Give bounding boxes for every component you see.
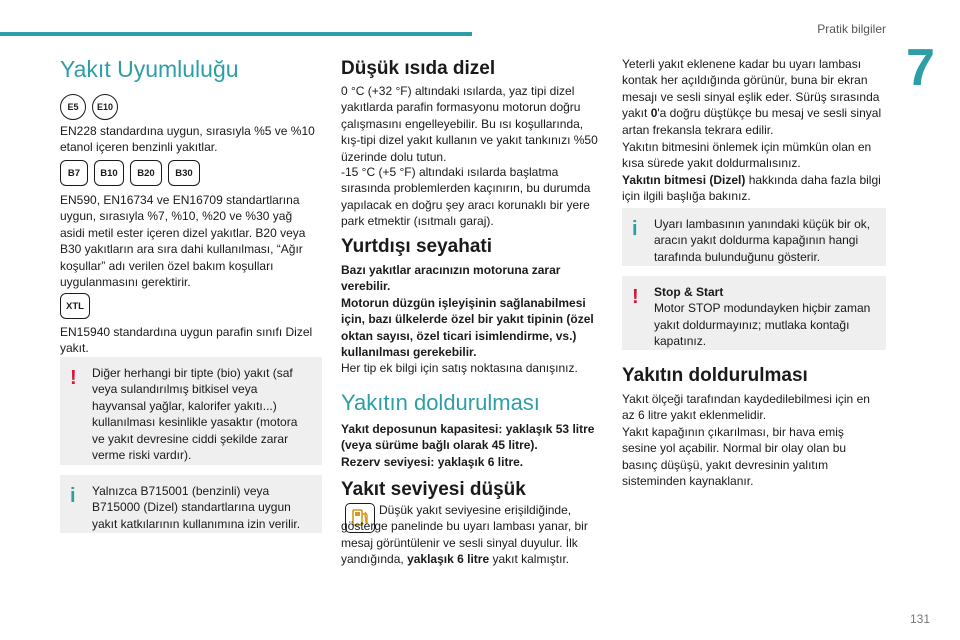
header-bar — [0, 32, 472, 36]
text-abroad-1: Bazı yakıtlar aracınızın motoruna zarar verebilir. — [341, 263, 561, 294]
info-note-additives — [60, 475, 322, 533]
warning-icon: ! — [632, 286, 639, 308]
text-low-temp-1: 0 °C (+32 °F) altındaki ısılarda, yaz tipi dizel yakıtlarda parafin formasyonu motorun doğru çalışmasını engelleyebilir. Bu ısı koşullarında, kış-tipi dizel yakıt kullanın ve yakıt tankınızı %50 üzerinde dolu tutun. — [341, 84, 598, 164]
badge-b7-icon: B7 — [60, 160, 88, 186]
warning-note-stop-start — [622, 276, 886, 350]
heading-low-fuel: Yakıt seviyesi düşük — [341, 479, 526, 500]
warning-text: Motor STOP modundayken hiçbir zaman yakıt doldurmayınız; mutlaka kontağı kapatınız. — [654, 301, 871, 349]
page-number: 131 — [909, 612, 930, 626]
warning-icon: ! — [70, 367, 77, 389]
heading-abroad: Yurtdışı seyahati — [341, 236, 493, 257]
text-cap-removal: Yakıt kapağının çıkarılması, bir hava emiş sesine yol açabilir. Normal bir olay olan bu basınç düşüşü, yakıt devresinin yalıtım sisteminden kaynaklanır. — [622, 425, 847, 489]
title-fuel-compatibility: Yakıt Uyumluluğu — [60, 56, 239, 82]
warning-note-bio — [60, 357, 322, 465]
text-tank-capacity: Yakıt deposunun kapasitesi: yaklaşık 53 litre (veya sürüme bağlı olarak 45 litre). — [341, 422, 595, 453]
text-diesel: EN590, EN16734 ve EN16709 standartlarına uygun, sırasıyla %7, %10, %20 ve %30 yağ asidi metil ester içeren dizel yakıtlar. B20 veya B30 yakıtların ara sıra dahi kullanılması, “Ağır koşullar” adı verilen özel bakım koşulları uygulanmasını gerektirir. — [60, 193, 306, 290]
info-note-arrow — [622, 208, 886, 266]
text-petrol: EN228 standardına uygun, sırasıyla %5 ve %10 etanol içeren benzinli yakıtlar. — [60, 124, 315, 155]
text-reserve: Rezerv seviyesi: yaklaşık 6 litre. — [341, 455, 524, 469]
heading-low-temp-diesel: Düşük ısıda dizel — [341, 58, 496, 79]
text-low-fuel: Düşük yakıt seviyesine erişildiğinde, gösterge panelinde bu uyarı lambası yanar, bir mesaj görüntülenir ve sesli sinyal duyulur. İlk yandığında, yaklaşık 6 litre yakıt kalmıştır. — [341, 503, 588, 567]
text-refuel-min: Yakıt ölçeği tarafından kaydedilebilmesi için en az 6 litre yakıt eklenmelidir. — [622, 392, 870, 423]
info-icon: i — [70, 485, 76, 507]
badges-petrol — [60, 94, 118, 120]
info-text: Yalnızca B715001 (benzinli) veya B715000 (Dizel) standartlarına uygun yakıt katkılarının kullanımına izin verilir. — [92, 484, 301, 531]
heading-refuelling: Yakıtın doldurulması — [622, 365, 808, 386]
section-title: Pratik bilgiler — [817, 22, 886, 36]
warning-title: Stop & Start — [654, 285, 724, 299]
badge-b10-icon: B10 — [94, 160, 124, 186]
badge-e5-icon: E5 — [60, 94, 86, 120]
title-refuelling: Yakıtın doldurulması — [341, 390, 540, 415]
chapter-number: 7 — [906, 39, 935, 97]
text-abroad-3: Her tip ek bilgi için satış noktasına danışınız. — [341, 361, 578, 375]
info-text: Uyarı lambasının yanındaki küçük bir ok, aracın yakıt doldurma kapağının hangi tarafında bulunduğunu gösterir. — [654, 217, 871, 264]
text-abroad-2: Motorun düzgün işleyişinin sağlanabilmesi için, bazı ülkelerde özel bir yakıt tipinin (özel oktan sayısı, özel ticari isimlendirme, vs.) kullanılması gerekebilir. — [341, 296, 594, 360]
warning-text: Diğer herhangi bir tipte (bio) yakıt (saf veya sulandırılmış bitkisel veya hayvansal yağlar, kalorifer yakıtı...) kullanılması kesinlikle yasaktır (motora ve yakıt devresine ciddi şekilde zarar verme riski vardır). — [92, 366, 298, 463]
text-xtl: EN15940 standardına uygun parafin sınıfı Dizel yakıt. — [60, 325, 313, 356]
badge-xtl-icon: XTL — [60, 293, 90, 319]
badge-b20-icon: B20 — [130, 160, 162, 186]
badge-b30-icon: B30 — [168, 160, 200, 186]
text-low-temp-2: -15 °C (+5 °F) altındaki ısılarda başlatma sırasında problemlerden kaçınırın, bu durumda yapılacak en doğru şey aracı korunaklı bir yere park etmektir (ısıtmalı garaj). — [341, 165, 591, 229]
badge-e10-icon: E10 — [92, 94, 118, 120]
badges-diesel — [60, 160, 200, 186]
text-run-out: Yakıtın bitmesi (Dizel) hakkında daha fazla bilgi için ilgili başlığa bakınız. — [622, 173, 881, 204]
badges-xtl — [60, 293, 90, 319]
text-refuel-soon: Yakıtın bitmesini önlemek için mümkün olan en kısa sürede yakıt doldurmalısınız. — [622, 140, 872, 171]
info-icon: i — [632, 218, 638, 240]
text-warning-lamp: Yeterli yakıt eklenene kadar bu uyarı lambası kontak her açıldığında görünür, buna bir ekran mesajı ve sesli sinyal eşlik eder. Sürüş sırasında yakıt 0'a doğru düştükçe bu mesaj ve sesli sinyal artan frekansla tekrara edilir. — [622, 57, 882, 137]
